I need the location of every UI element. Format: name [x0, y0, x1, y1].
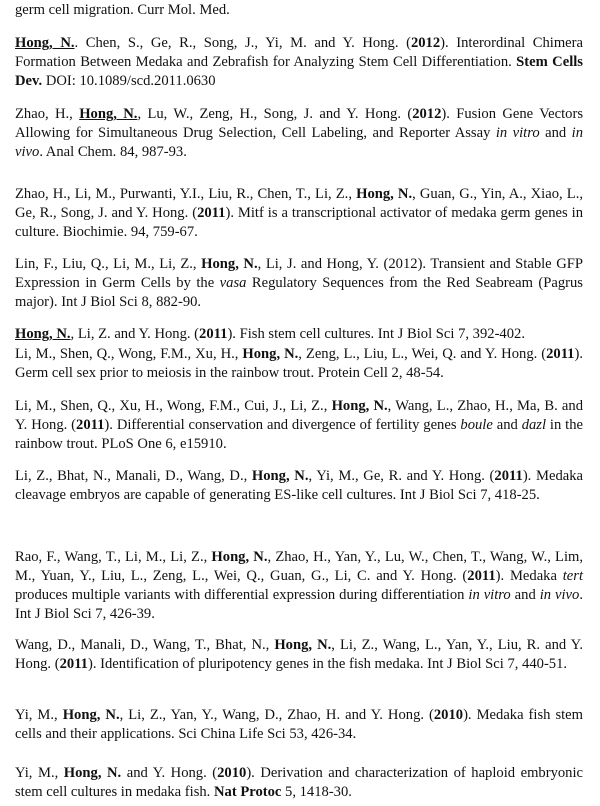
reference-entry [15, 105, 583, 162]
italic-text: vasa [219, 275, 247, 291]
text-run: , Li, Z. and Y. Hong. ( [70, 326, 200, 342]
bold-text: 2011 [76, 417, 105, 433]
reference-entry [15, 34, 583, 91]
text-run: ). Medaka cleavage embryos are capable of generating ES-like cell cultures. Int J Biol Sci 7, 418-25. [15, 468, 583, 503]
bold-text: 2011 [467, 568, 496, 584]
text-run: , Li, J. and Hong, Y. (2012). Transient and Stable GFP Expression in Germ Cells by the [15, 256, 583, 291]
reference-entry [15, 345, 583, 383]
text-run: , Yi, M., Ge, R. and Y. Hong. ( [308, 468, 495, 484]
text-run: ). Interordinal Chimera Formation Between Medaka and Zebrafish for Analyzing Stem Cell Differentiation. [15, 35, 584, 70]
bold-text: Hong, N. [251, 468, 309, 484]
text-run: . Int J Biol Sci 7, 426-39. [15, 587, 583, 622]
text-run: Zhao, H., Li, M., Purwanti, Y.I., Liu, R., Chen, T., Li, Z., [15, 186, 357, 202]
text-run: ). Medaka [495, 568, 563, 584]
reference-entry [15, 185, 583, 242]
text-run: Li, M., Shen, Q., Wong, F.M., Xu, H., [15, 346, 243, 362]
bold-text: Hong, N. [15, 35, 75, 51]
text-run: ). Mitf is a transcriptional activator of medaka germ genes in culture. Biochimie. 94, 759-67. [15, 205, 583, 240]
reference-entry [15, 548, 583, 624]
italic-text: tert [562, 568, 584, 584]
text-run: Regulatory Sequences from the Red Seabream (Pagrus major). Int J Biol Sci 8, 882-90. [15, 275, 583, 310]
reference-entry [15, 325, 583, 344]
reference-entry [15, 636, 583, 674]
text-run: Wang, D., Manali, D., Wang, T., Bhat, N., [15, 637, 275, 653]
text-run: Li, Z., Bhat, N., Manali, D., Wang, D., [15, 468, 252, 484]
bold-text: Hong, N. [274, 637, 332, 653]
italic-text: boule [460, 417, 493, 433]
text-run: ). Medaka fish stem cells and their applications. Sci China Life Sci 53, 426-34. [15, 707, 584, 742]
text-run: DOI: 10.1089/scd.2011.0630 [42, 73, 216, 89]
reference-entry [15, 1, 583, 20]
bold-text: Hong, N. [15, 326, 71, 342]
text-run: , Wang, L., Zhao, H., Ma, B. and Y. Hong. ( [15, 398, 584, 433]
reference-entry [15, 706, 583, 744]
text-run: Zhao, H., [15, 106, 80, 122]
text-run: ). Differential conservation and divergence of fertility genes [104, 417, 461, 433]
bold-text: Hong, N. [201, 256, 258, 272]
text-run: , Li, Z., Wang, L., Yan, Y., Liu, R. and Y. Hong. ( [15, 637, 583, 672]
bold-text: Stem Cells Dev. [15, 54, 583, 89]
bold-text: Hong, N. [79, 106, 138, 122]
bold-text: Hong, N. [211, 549, 268, 565]
bold-text: Hong, N. [62, 707, 120, 723]
text-run: , Zeng, L., Liu, L., Wei, Q. and Y. Hong. ( [298, 346, 547, 362]
text-run: ). Identification of pluripotency genes in the fish medaka. Int J Biol Sci 7, 440-51. [87, 656, 568, 672]
reference-entry [15, 467, 583, 505]
bold-text: 2011 [59, 656, 88, 672]
text-run: and [539, 125, 572, 141]
text-run: and [492, 417, 522, 433]
text-run: produces multiple variants with differential expression during differentiation [15, 587, 469, 603]
text-run: ). Germ cell sex prior to meiosis in the rainbow trout. Protein Cell 2, 48-54. [15, 346, 583, 381]
bold-text: 2012 [410, 35, 441, 51]
text-run: , Lu, W., Zeng, H., Song, J. and Y. Hong. ( [137, 106, 413, 122]
italic-text: in vivo [15, 125, 583, 160]
bold-text: 2011 [199, 326, 228, 342]
bold-text: 2011 [197, 205, 226, 221]
italic-text: in vitro [495, 125, 540, 141]
text-run: Yi, M., [15, 707, 63, 723]
text-run: ). Fusion Gene Vectors Allowing for Simultaneous Drug Selection, Cell Labeling, and Reporter Assay [15, 106, 583, 141]
bold-text: Hong, N. [356, 186, 413, 202]
italic-text: in vitro [468, 587, 511, 603]
bold-text: Hong, N. [242, 346, 299, 362]
bold-text: Hong, N. [63, 765, 122, 781]
text-run: 5, 1418-30. [281, 784, 352, 800]
bold-text: Hong, N. [331, 398, 388, 414]
text-run: Yi, M., [15, 765, 64, 781]
bold-text: 2011 [546, 346, 575, 362]
text-run: and [510, 587, 540, 603]
text-run: and Y. Hong. ( [121, 765, 218, 781]
bold-text: 2010 [217, 765, 247, 781]
bold-text: 2011 [494, 468, 523, 484]
text-run: Rao, F., Wang, T., Li, M., Li, Z., [15, 549, 212, 565]
text-run: ). Fish stem cell cultures. Int J Biol Sci 7, 392-402. [227, 326, 525, 342]
reference-entry [15, 764, 583, 802]
italic-text: dazl [521, 417, 547, 433]
reference-entry [15, 255, 583, 312]
text-run: , Zhao, H., Yan, Y., Lu, W., Chen, T., Wang, W., Lim, M., Yuan, Y., Liu, L., Zeng, L., Wei, Q., Guan, G., Li, C. and Y. Hong. ( [15, 549, 584, 584]
text-run: Li, M., Shen, Q., Xu, H., Wong, F.M., Cui, J., Li, Z., [15, 398, 332, 414]
text-run: , Guan, G., Yin, A., Xiao, L., Ge, R., Song, J. and Y. Hong. ( [15, 186, 583, 221]
text-run: , Li, Z., Yan, Y., Wang, D., Zhao, H. and Y. Hong. ( [119, 707, 434, 723]
text-run: . Anal Chem. 84, 987-93. [39, 144, 187, 160]
text-run: germ cell migration. Curr Mol. Med. [15, 2, 230, 18]
text-run: in the rainbow trout. PLoS One 6, e15910. [15, 417, 583, 452]
bold-text: 2012 [412, 106, 442, 122]
text-run: ). Derivation and characterization of haploid embryonic stem cell cultures in medaka fish. [15, 765, 584, 800]
bold-text: 2010 [433, 707, 464, 723]
reference-entry [15, 397, 583, 454]
text-run: Lin, F., Liu, Q., Li, M., Li, Z., [15, 256, 202, 272]
text-run: . Chen, S., Ge, R., Song, J., Yi, M. and Y. Hong. ( [74, 35, 411, 51]
italic-text: in vivo [539, 587, 580, 603]
bold-text: Nat Protoc [213, 784, 282, 800]
